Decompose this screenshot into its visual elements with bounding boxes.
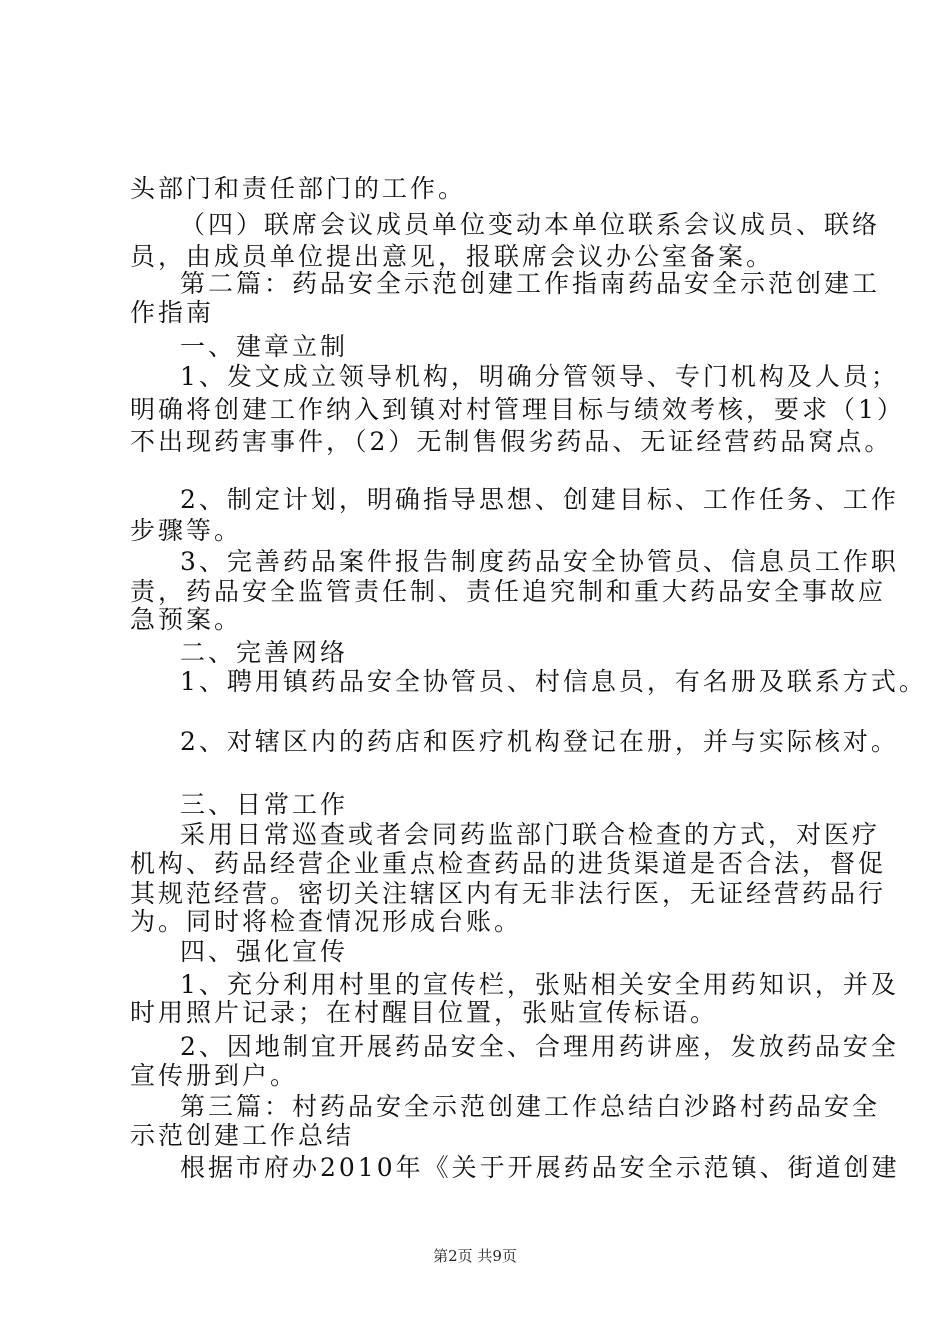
text-line: 其规范经营。密切关注辖区内有无非法行医，无证经营药品行: [130, 879, 887, 908]
text-line: 急预案。: [130, 605, 243, 634]
subsection-heading: 一、建章立制: [180, 332, 349, 361]
text-line: 机构、药品经营企业重点检查药品的进货渠道是否合法，督促: [130, 849, 887, 878]
section-heading: 示范创建工作总结: [130, 1121, 355, 1150]
text-line: 采用日常巡查或者会同药监部门联合检查的方式，对医疗: [180, 820, 881, 849]
text-line: 3、完善药品案件报告制度药品安全协管员、信息员工作职: [180, 547, 899, 576]
text-line: 2、对辖区内的药店和医疗机构登记在册，并与实际核对。: [180, 727, 899, 756]
text-line: 明确将创建工作纳入到镇对村管理目标与绩效考核，要求（1）: [130, 395, 905, 424]
text-line: 1、充分利用村里的宣传栏，张贴相关安全用药知识，并及: [180, 970, 899, 999]
text-line: 根据市府办2010年《关于开展药品安全示范镇、街道创建: [180, 1153, 900, 1182]
subsection-heading: 三、日常工作: [180, 790, 349, 819]
page-number-footer: 第2页 共9页: [433, 1247, 517, 1265]
text-line: 2、制定计划，明确指导思想、创建目标、工作任务、工作: [180, 485, 899, 514]
text-line: 头部门和责任部门的工作。: [130, 174, 467, 203]
text-line: 责，药品安全监管责任制、责任追究制和重大药品安全事故应: [130, 577, 887, 606]
text-line: 2、因地制宜开展药品安全、合理用药讲座，发放药品安全: [180, 1032, 899, 1061]
text-line: 1、聘用镇药品安全协管员、村信息员，有名册及联系方式。: [180, 667, 927, 696]
subsection-heading: 四、强化宣传: [180, 937, 349, 966]
text-line: 1、发文成立领导机构，明确分管领导、专门机构及人员；: [180, 362, 899, 391]
section-heading: 第三篇：村药品安全示范创建工作总结白沙路村药品安全: [180, 1092, 881, 1121]
text-line: （四）联席会议成员单位变动本单位联系会议成员、联络: [180, 210, 881, 239]
text-line: 不出现药害事件，（2）无制售假劣药品、无证经营药品窝点。: [130, 427, 893, 456]
text-line: 宣传册到户。: [130, 1061, 299, 1090]
section-heading: 作指南: [130, 298, 215, 327]
text-line: 时用照片记录；在村醒目位置，张贴宣传标语。: [130, 998, 719, 1027]
section-heading: 第二篇：药品安全示范创建工作指南药品安全示范创建工: [180, 269, 881, 298]
text-line: 员，由成员单位提出意见，报联席会议办公室备案。: [130, 242, 775, 271]
subsection-heading: 二、完善网络: [180, 638, 349, 667]
text-line: 为。同时将检查情况形成台账。: [130, 907, 523, 936]
text-line: 步骤等。: [130, 516, 243, 545]
